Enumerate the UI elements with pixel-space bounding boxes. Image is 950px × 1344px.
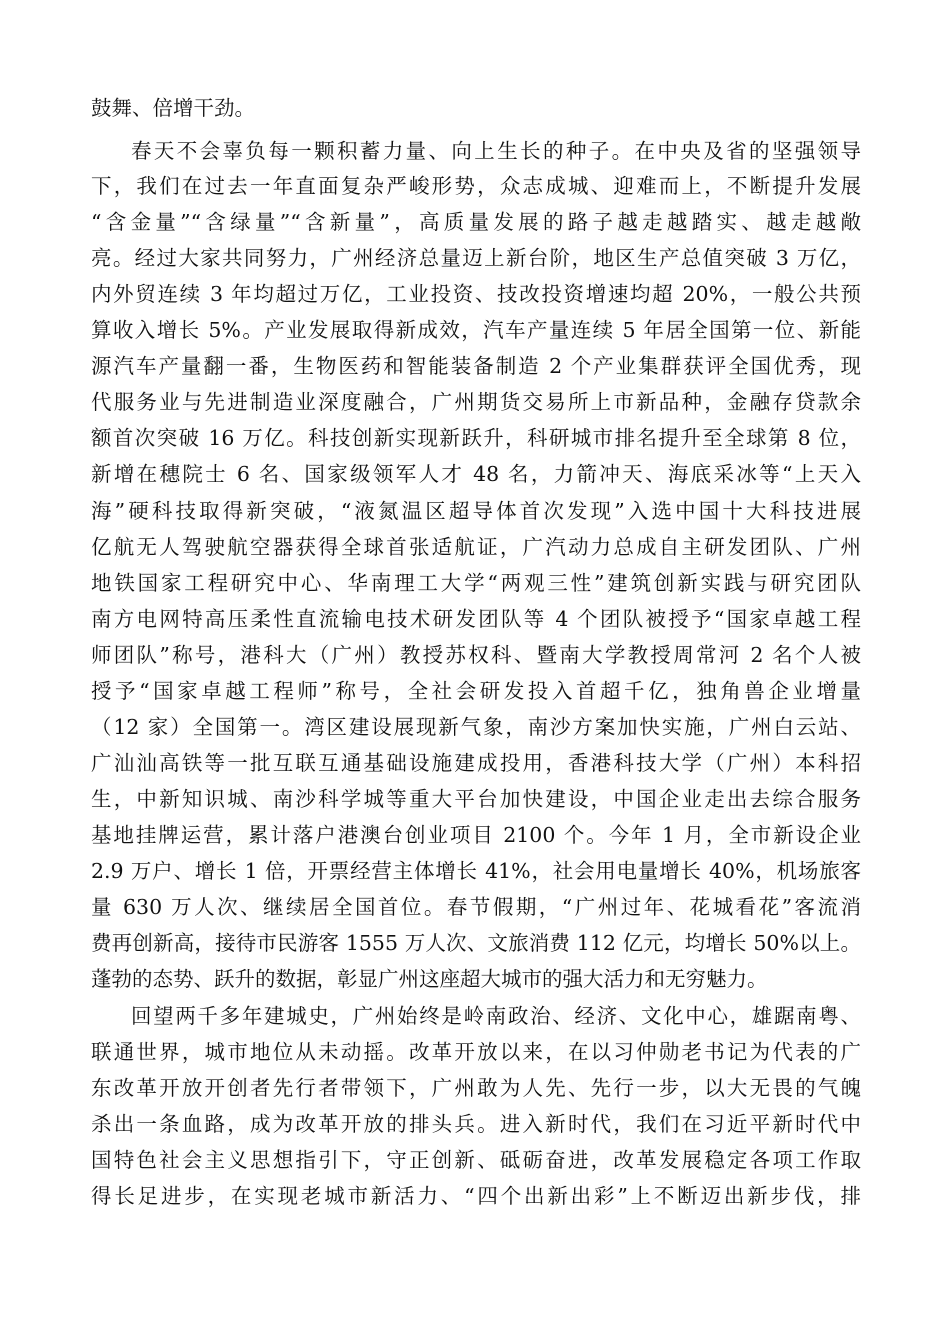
- text-line: 亿航无人驾驶航空器获得全球首张适航证，广汽动力总成自主研发团队、广州: [91, 535, 861, 559]
- text-line: 新增在穗院士 6 名、国家级领军人才 48 名，力箭冲天、海底采冰等“上天入: [91, 462, 861, 486]
- text-line: 授予“国家卓越工程师”称号，全社会研发投入首超千亿，独角兽企业增量: [91, 679, 861, 703]
- text-line: 蓬勃的态势、跃升的数据，彰显广州这座超大城市的强大活力和无穷魅力。: [91, 967, 768, 991]
- text-line: 代服务业与先进制造业深度融合，广州期货交易所上市新品种，金融存贷款余: [91, 390, 861, 414]
- text-line: “含金量”“含绿量”“含新量”，高质量发展的路子越走越踏实、越走越敞: [91, 210, 861, 234]
- text-line: 内外贸连续 3 年均超过万亿，工业投资、技改投资增速均超 20%，一般公共预: [91, 282, 861, 306]
- paragraph-first-line: 回望两千多年建城史，广州始终是岭南政治、经济、文化中心，雄踞南粤、: [131, 1004, 861, 1028]
- text-line: 基地挂牌运营，累计落户港澳台创业项目 2100 个。今年 1 月，全市新设企业: [91, 823, 861, 847]
- text-line: 亮。经过大家共同努力，广州经济总量迈上新台阶，地区生产总值突破 3 万亿，: [91, 246, 861, 270]
- text-line: 国特色社会主义思想指引下，守正创新、砥砺奋进，改革发展稳定各项工作取: [91, 1148, 861, 1172]
- text-line: 海”硬科技取得新突破，“液氮温区超导体首次发现”入选中国十大科技进展: [91, 499, 861, 523]
- text-line: 师团队”称号，港科大（广州）教授苏权科、暨南大学教授周常河 2 名个人被: [91, 643, 861, 667]
- text-line: 额首次突破 16 万亿。科技创新实现新跃升，科研城市排名提升至全球第 8 位，: [91, 426, 861, 450]
- text-line: 下，我们在过去一年直面复杂严峻形势，众志成城、迎难而上，不断提升发展: [91, 174, 861, 198]
- text-line: 联通世界，城市地位从未动摇。改革开放以来，在以习仲勋老书记为代表的广: [91, 1040, 861, 1064]
- text-line: 源汽车产量翻一番，生物医药和智能装备制造 2 个产业集群获评全国优秀，现: [91, 354, 861, 378]
- text-line: 得长足进步，在实现老城市新活力、“四个出新出彩”上不断迈出新步伐，排: [91, 1184, 861, 1208]
- text-line: 广汕汕高铁等一批互联互通基础设施建成投用，香港科技大学（广州）本科招: [91, 751, 861, 775]
- text-line: 2.9 万户、增长 1 倍，开票经营主体增长 41%，社会用电量增长 40%，机场旅客: [91, 859, 861, 883]
- text-line: 生，中新知识城、南沙科学城等重大平台加快建设，中国企业走出去综合服务: [91, 787, 861, 811]
- text-line: 东改革开放开创者先行者带领下，广州敢为人先、先行一步，以大无畏的气魄: [91, 1076, 861, 1100]
- text-line: 南方电网特高压柔性直流输电技术研发团队等 4 个团队被授予“国家卓越工程: [91, 607, 861, 631]
- text-line: 地铁国家工程研究中心、华南理工大学“两观三性”建筑创新实践与研究团队: [91, 571, 861, 595]
- text-line: 鼓舞、倍增干劲。: [91, 96, 255, 120]
- paragraph-first-line: 春天不会辜负每一颗积蓄力量、向上生长的种子。在中央及省的坚强领导: [131, 139, 861, 163]
- text-line: 杀出一条血路，成为改革开放的排头兵。进入新时代，我们在习近平新时代中: [91, 1112, 861, 1136]
- text-line: （12 家）全国第一。湾区建设展现新气象，南沙方案加快实施，广州白云站、: [91, 715, 861, 739]
- text-line: 算收入增长 5%。产业发展取得新成效，汽车产量连续 5 年居全国第一位、新能: [91, 318, 861, 342]
- text-line: 费再创新高，接待市民游客 1555 万人次、文旅消费 112 亿元，均增长 50%以上。: [91, 931, 861, 955]
- text-line: 量 630 万人次、继续居全国首位。春节假期，“广州过年、花城看花”客流消: [91, 895, 861, 919]
